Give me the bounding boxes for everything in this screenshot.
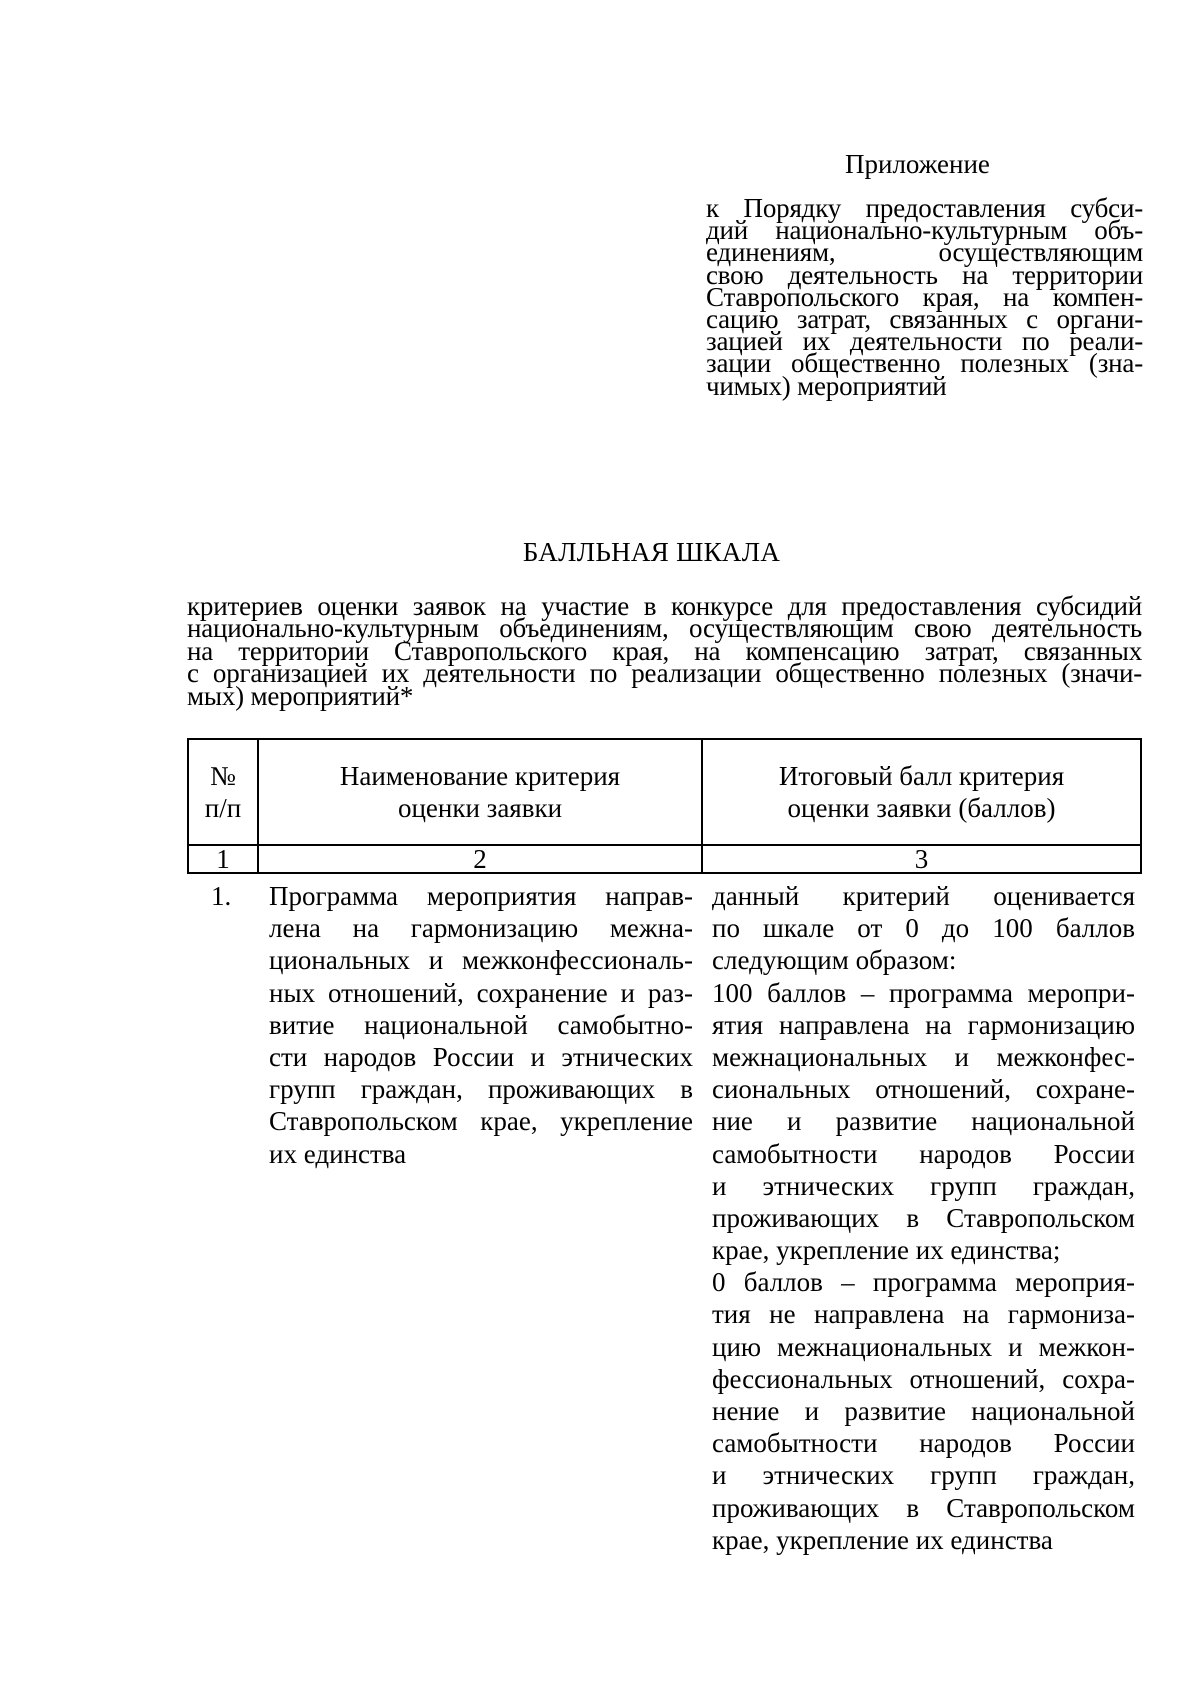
criterion-name-line: Программа мероприятия направ- [269,881,693,911]
score-line: проживающих в Ставропольском [712,1202,1135,1233]
score-line: ние и развитие национальной [712,1106,1135,1137]
score-line: цию межнациональных и межкон- [712,1331,1135,1362]
score-line: данный критерий оценивается [712,881,1135,911]
appendix-line: Ставропольского края, на компен- [706,281,1143,312]
row-number: 1. [211,881,232,911]
score-line: тия не направлена на гармониза- [712,1299,1135,1330]
appendix-line: чимых) мероприятий [706,370,947,401]
column-number: 2 [258,845,702,873]
criterion-name-line: циональных и межконфессиональ- [269,945,693,976]
appendix-line: зации общественно полезных (зна- [706,348,1143,379]
score-line: 0 баллов – программа мероприя- [712,1267,1135,1298]
criterion-score-description [712,880,1135,1556]
appendix-title: Приложение [845,149,990,179]
score-line: проживающих в Ставропольском [712,1492,1135,1523]
score-line: сиональных отношений, сохране- [712,1074,1135,1105]
subtitle-line: национально-культурным объединениям, осуществляющим свою деятельность [187,613,1142,644]
subtitle-line: на территории Ставропольского края, на компенсацию затрат, связанных [187,635,1142,666]
score-line: межнациональных и межконфес- [712,1041,1135,1072]
table-row [187,880,1140,1580]
document-title: БАЛЛЬНАЯ ШКАЛА [522,537,781,567]
column-number: 1 [188,845,258,873]
score-line: нение и развитие национальной [712,1396,1135,1426]
header-score-line2: оценки заявки (баллов) [787,793,1056,823]
criterion-name-line: Ставропольском крае, укрепление [269,1106,693,1137]
appendix-line: к Порядку предоставления субси- [706,193,1143,223]
header-name-line1: Наименование критерия [339,761,621,791]
document-subtitle [187,591,1142,711]
criterion-name-line: лена на гармонизацию межна- [269,913,693,944]
header-cell-final-score [702,739,1141,845]
criterion-name-line: групп граждан, проживающих в [269,1074,693,1105]
score-line: фессиональных отношений, сохра- [712,1363,1135,1394]
appendix-line: дий национально-культурным объ- [706,215,1143,246]
score-line: крае, укрепление их единства; [712,1235,1061,1266]
score-line: по шкале от 0 до 100 баллов [712,913,1135,944]
criterion-name-line: ных отношений, сохранение и раз- [269,977,693,1008]
appendix-text [706,193,1143,401]
header-number-line1: № [210,761,236,791]
header-score-line1: Итоговый балл критерия [778,761,1065,791]
subtitle-line: с организацией их деятельности по реализации общественно полезных (значи- [187,658,1142,689]
header-number-line2: п/п [204,793,242,823]
score-line: 100 баллов – программа меропри- [712,977,1135,1008]
criterion-name [269,880,693,1170]
header-name-line2: оценки заявки [397,793,563,823]
table-header-row [188,739,1141,845]
criteria-table [187,738,1142,874]
header-cell-criterion-name [258,739,702,845]
header-cell-number [188,739,258,845]
score-line: самобытности народов России [712,1428,1135,1459]
score-line: и этнических групп граждан, [712,1170,1135,1201]
score-line: и этнических групп граждан, [712,1460,1135,1491]
criterion-name-line: витие национальной самобытно- [269,1009,693,1040]
column-number: 3 [702,845,1141,873]
score-line: следующим образом: [712,945,957,976]
subtitle-line: критериев оценки заявок на участие в конкурсе для предоставления субсидий [187,591,1142,621]
criterion-name-line: их единства [269,1138,407,1169]
criterion-name-line: сти народов России и этнических [269,1041,693,1072]
subtitle-line: мых) мероприятий* [187,680,414,711]
appendix-line: свою деятельность на территории [706,259,1143,290]
appendix-line: зацией их деятельности по реали- [706,326,1143,357]
appendix-line: единениям, осуществляющим [706,237,1143,268]
score-line: ятия направлена на гармонизацию [712,1009,1135,1040]
column-number-row [188,845,1141,873]
score-line: самобытности народов России [712,1138,1135,1169]
score-line: крае, укрепление их единства [712,1524,1053,1555]
appendix-line: сацию затрат, связанных с органи- [706,303,1143,334]
